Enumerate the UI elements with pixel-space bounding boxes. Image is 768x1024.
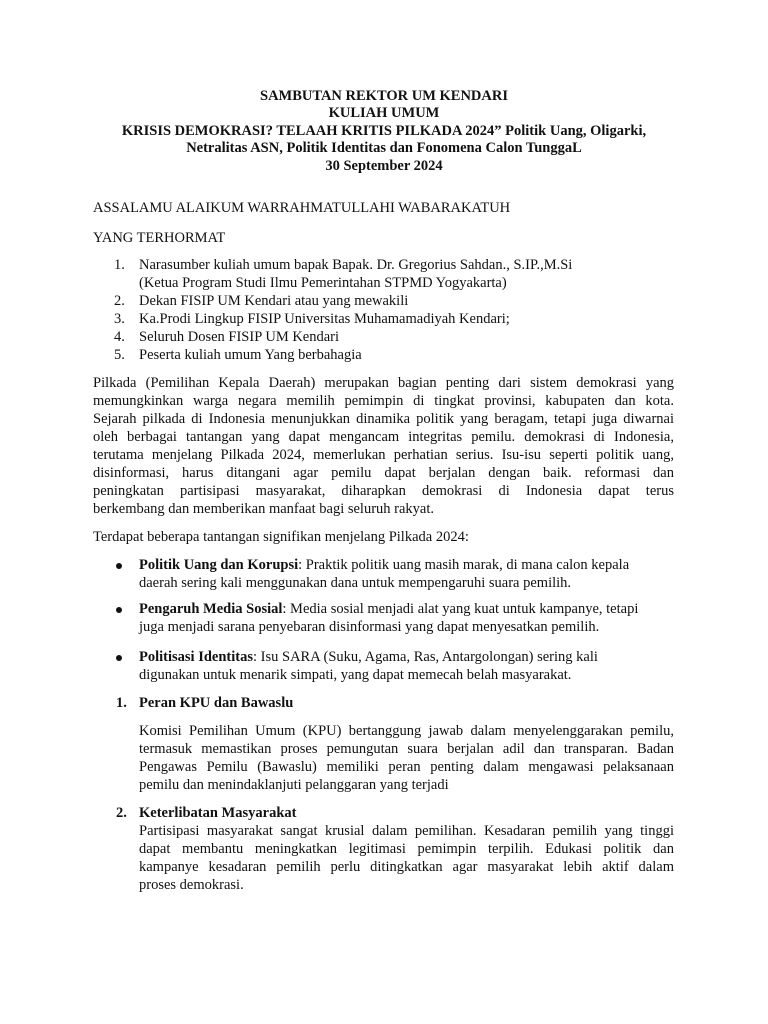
honor-list-item: Dekan FISIP UM Kendari atau yang mewakili [139, 293, 409, 309]
intro-paragraph-line: berkembang dan memberikan manfaat bagi seluruh rakyat. [93, 501, 435, 517]
challenges-intro: Terdapat beberapa tantangan signifikan menjelang Pilkada 2024: [93, 529, 469, 545]
honor-list-item: Narasumber kuliah umum bapak Bapak. Dr. Gregorius Sahdan., S.IP.,M.Si [139, 257, 573, 273]
intro-paragraph-line: disinformasi, harus ditangani agar pemilu dapat berjalan dengan baik. reformasi dan [93, 465, 674, 481]
doc-date: 30 September 2024 [325, 158, 443, 174]
intro-paragraph-line: Sejarah pilkada di Indonesia menunjukkan dinamika politik yang beragam, tetapi juga diwarnai [93, 411, 674, 427]
section-paragraph-line: dapat membantu meningkatkan legitimasi pemimpin terpilih. Edukasi politik dan [139, 841, 674, 857]
doc-topic-line-1: KRISIS DEMOKRASI? TELAAH KRITIS PILKADA 2024” Politik Uang, Oligarki, [121, 123, 647, 139]
doc-title: SAMBUTAN REKTOR UM KENDARI [260, 88, 508, 104]
section-title: Keterlibatan Masyarakat [139, 805, 297, 821]
section-paragraph-line: Partisipasi masyarakat sangat krusial dalam pemilihan. Kesadaran pemilih yang tinggi [139, 823, 674, 839]
challenge-text: : Media sosial menjadi alat yang kuat untuk kampanye, tetapi [282, 601, 639, 617]
challenge-item-line: daerah sering kali menggunakan dana untuk mempengaruhi suara pemilih. [139, 575, 572, 591]
doc-topic-line-2: Netralitas ASN, Politik Identitas dan Fonomena Calon TunggaL [186, 140, 582, 156]
honor-list-item: Seluruh Dosen FISIP UM Kendari [139, 329, 340, 345]
honor-list-number: 3. [114, 311, 125, 327]
section-paragraph-line: termasuk memastikan proses pemungutan suara berjalan adil dan transparan. Badan [139, 741, 674, 757]
section-paragraph-line: proses demokrasi. [139, 877, 244, 893]
intro-paragraph-line: oleh berbagai tantangan yang dapat mengancam integritas pemilu. demokrasi di Indonesia, [93, 429, 674, 445]
honor-list-number: 1. [114, 257, 125, 273]
bullet-icon [116, 563, 122, 569]
intro-paragraph-line: peningkatan partisipasi masyarakat, diharapkan demokrasi di Indonesia dapat terus [93, 483, 674, 499]
challenge-item-line: juga menjadi sarana penyebaran disinformasi yang dapat menyesatkan pemilih. [139, 619, 600, 635]
section-title: Peran KPU dan Bawaslu [139, 695, 294, 711]
honor-list-item-note: (Ketua Program Studi Ilmu Pemerintahan STPMD Yogyakarta) [139, 275, 507, 291]
intro-paragraph-line: memungkinkan warga negara memilih pemimpin di tingkat provinsi, kabupaten dan kota. [93, 393, 674, 409]
section-paragraph-line: kampanye kesadaran pemilih perlu ditingkatkan agar masyarakat lebih aktif dalam [139, 859, 674, 875]
section-paragraph-line: Pengawas Pemilu (Bawaslu) memiliki peran penting dalam mengawasi pelaksanaan [139, 759, 674, 775]
challenge-item-line [139, 600, 638, 619]
challenge-title: Pengaruh Media Sosial [139, 601, 283, 617]
challenge-text: : Praktik politik uang masih marak, di mana calon kepala [298, 557, 630, 573]
intro-paragraph-line: Pilkada (Pemilihan Kepala Daerah) merupakan bagian penting dari sistem demokrasi yang [93, 375, 674, 391]
bullet-icon [116, 607, 122, 613]
honor-list-item: Ka.Prodi Lingkup FISIP Universitas Muhamamadiyah Kendari; [139, 311, 510, 327]
challenge-title: Politisasi Identitas [139, 649, 253, 665]
intro-paragraph-line: terutama menjelang Pilkada 2024, memerlukan perhatian serius. Isu-isu seperti politik uang, [93, 447, 674, 463]
honor-heading: YANG TERHORMAT [93, 230, 226, 246]
section-number: 1. [116, 695, 127, 711]
honor-list-number: 5. [114, 347, 125, 363]
greeting: ASSALAMU ALAIKUM WARRAHMATULLAHI WABARAKATUH [93, 200, 511, 216]
challenge-item-line [139, 556, 629, 575]
challenge-item-line: digunakan untuk menarik simpati, yang dapat memecah belah masyarakat. [139, 667, 572, 683]
section-paragraph-line: pemilu dan menindaklanjuti pelanggaran yang terjadi [139, 777, 449, 793]
honor-list-number: 2. [114, 293, 125, 309]
challenge-title: Politik Uang dan Korupsi [139, 557, 299, 573]
honor-list-item: Peserta kuliah umum Yang berbahagia [139, 347, 362, 363]
honor-list-number: 4. [114, 329, 125, 345]
challenge-text: : Isu SARA (Suku, Agama, Ras, Antargolongan) sering kali [253, 649, 598, 665]
challenge-item-line [139, 648, 598, 667]
section-paragraph-line: Komisi Pemilihan Umum (KPU) bertanggung jawab dalam menyelenggarakan pemilu, [139, 723, 674, 739]
bullet-icon [116, 655, 122, 661]
section-number: 2. [116, 805, 127, 821]
doc-subtitle: KULIAH UMUM [328, 105, 440, 121]
